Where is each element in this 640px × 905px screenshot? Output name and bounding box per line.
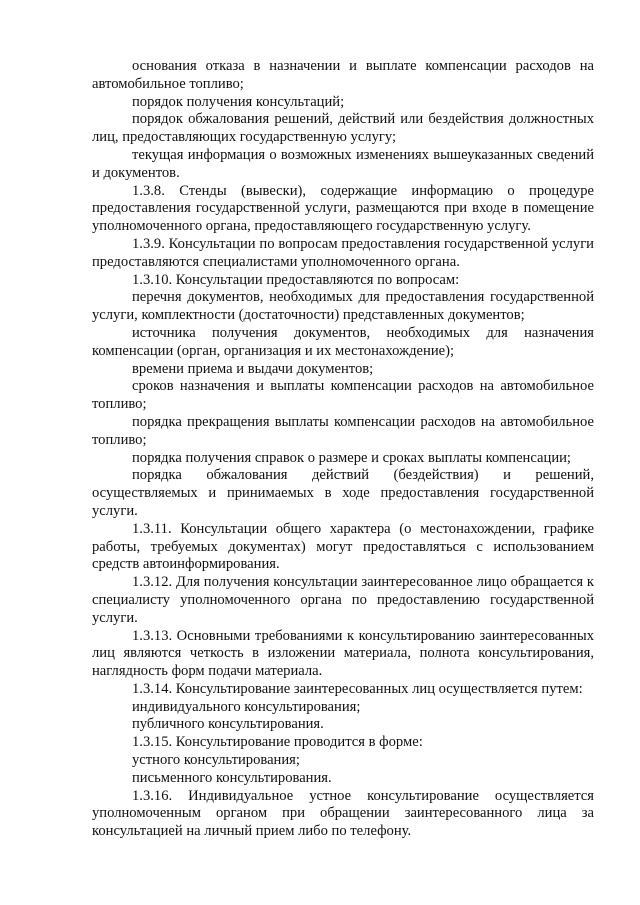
paragraph: индивидуального консультирования; — [132, 698, 361, 715]
paragraph: сроков назначения и выплаты компенсации расходов на автомобильное топливо; — [92, 378, 594, 413]
paragraph: порядка обжалования действий (бездействия) и решений, осуществляемых и принимаемых в ходе предоставления государственной услуги. — [92, 467, 594, 519]
paragraph: публичного консультирования. — [132, 716, 324, 733]
paragraph: порядок обжалования решений, действий или бездействия должностных лиц, предоставляющих государственную услугу; — [92, 111, 594, 146]
document-body — [92, 58, 594, 841]
paragraph: порядка прекращения выплаты компенсации расходов на автомобильное топливо; — [92, 413, 594, 448]
paragraph: 1.3.10. Консультации предоставляются по вопросам: — [132, 271, 460, 288]
paragraph: 1.3.11. Консультации общего характера (о местонахождении, графике работы, требуемых документах) могут предоставляться с использованием средств автоинформирования. — [92, 520, 594, 573]
paragraph: 1.3.8. Стенды (вывески), содержащие информацию о процедуре предоставления государственной услуги, размещаются при входе в помещение уполномоченного органа, предоставляющего государственную услугу. — [92, 182, 594, 235]
paragraph: 1.3.16. Индивидуальное устное консультирование осуществляется уполномоченным органом при обращении заинтересованного лица за консультацией на личный прием либо по телефону. — [92, 787, 594, 840]
paragraph: перечня документов, необходимых для предоставления государственной услуги, комплектности (достаточности) представленных документов; — [92, 289, 594, 324]
paragraph: 1.3.13. Основными требованиями к консультированию заинтересованных лиц являются четкость в изложении материала, полнота консультирования, наглядность форм подачи материала. — [92, 627, 594, 680]
paragraph: порядка получения справок о размере и сроках выплаты компенсации; — [132, 449, 571, 466]
paragraph: 1.3.12. Для получения консультации заинтересованное лицо обращается к специалисту уполномоченного органа по предоставлению государственной услуги. — [92, 574, 594, 626]
paragraph: порядок получения консультаций; — [132, 93, 345, 110]
paragraph: письменного консультирования. — [132, 769, 332, 786]
paragraph: времени приема и выдачи документов; — [132, 360, 374, 377]
paragraph: текущая информация о возможных изменениях вышеуказанных сведений и документов. — [92, 146, 594, 181]
paragraph: устного консультирования; — [132, 752, 300, 769]
paragraph: 1.3.9. Консультации по вопросам предоставления государственной услуги предоставляются специалистами уполномоченного органа. — [92, 235, 594, 270]
paragraph: 1.3.15. Консультирование проводится в форме: — [132, 734, 423, 751]
paragraph: основания отказа в назначении и выплате компенсации расходов на автомобильное топливо; — [92, 58, 594, 92]
paragraph: источника получения документов, необходимых для назначения компенсации (орган, организация и их местонахождение); — [92, 324, 594, 359]
paragraph: 1.3.14. Консультирование заинтересованных лиц осуществляется путем: — [132, 680, 583, 697]
